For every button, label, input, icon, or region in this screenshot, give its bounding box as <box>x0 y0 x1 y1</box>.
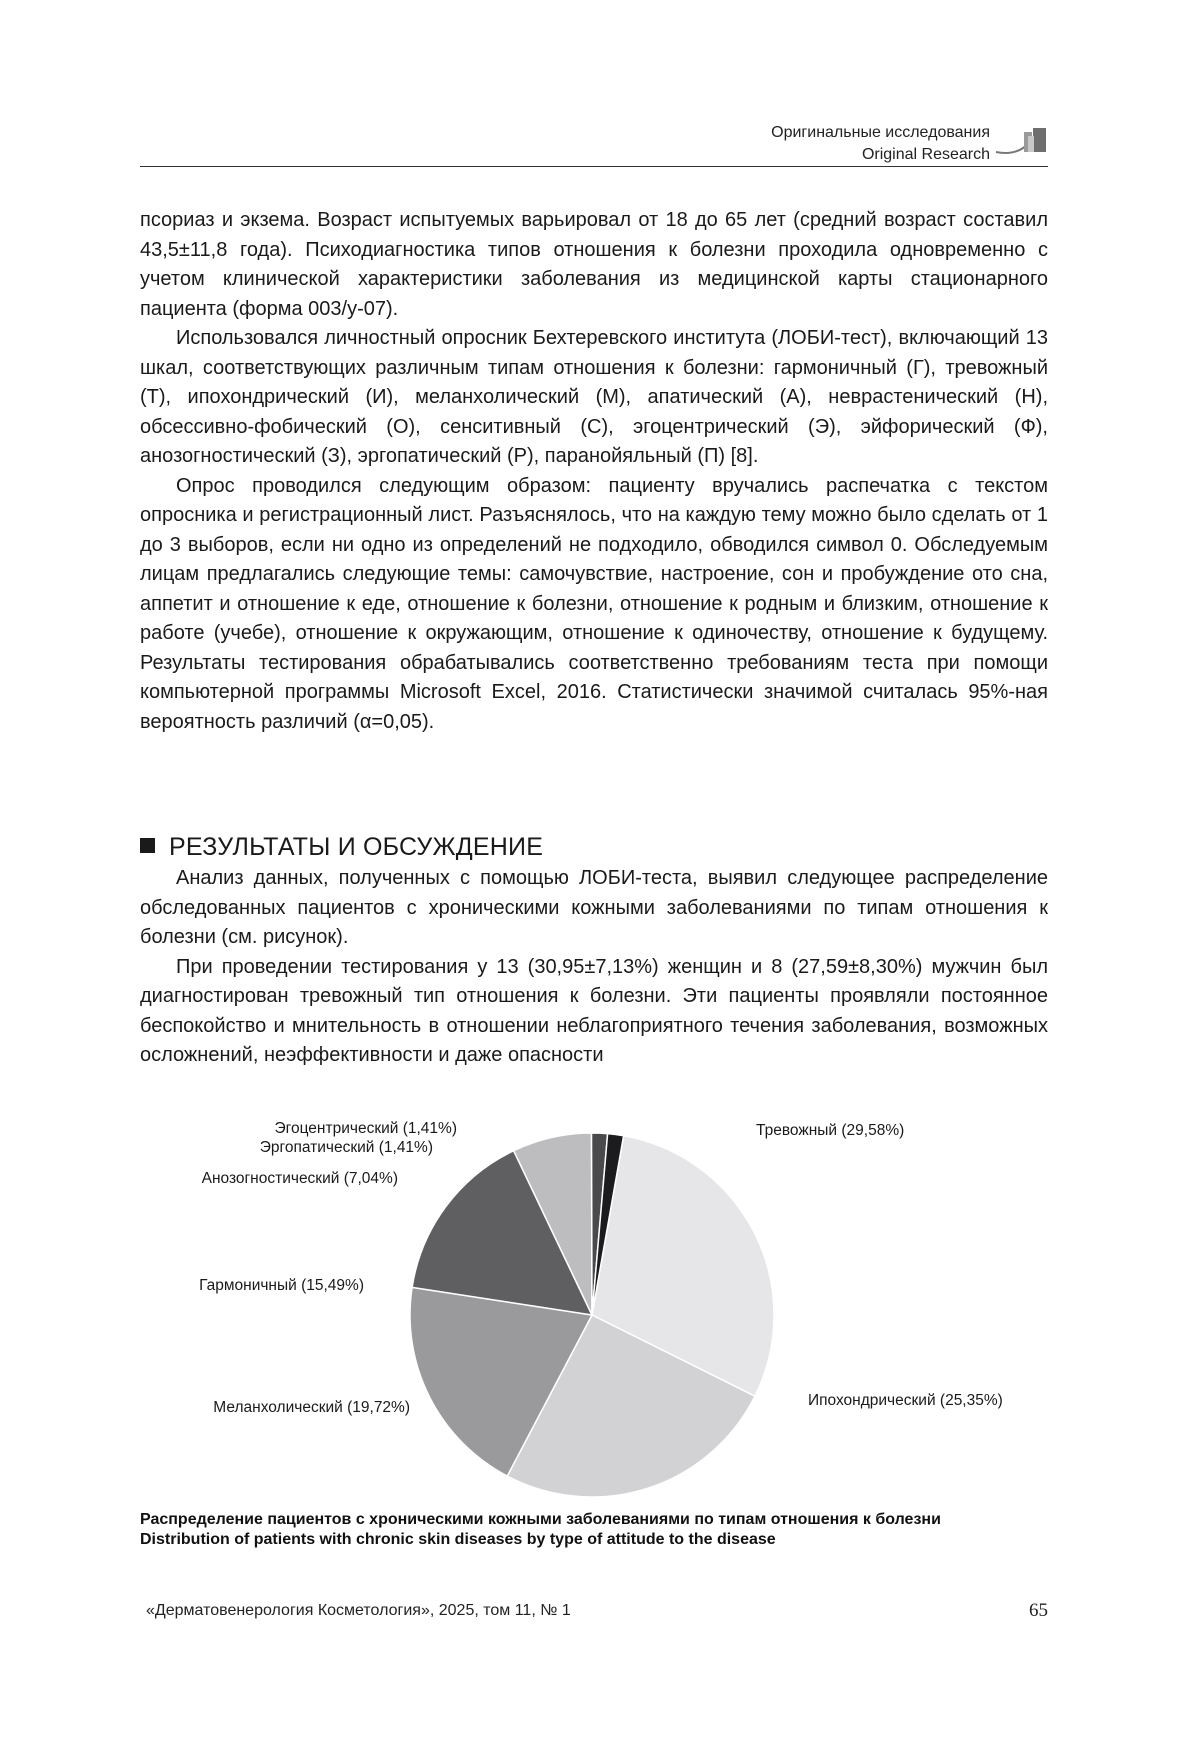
page-number: 65 <box>1029 1600 1048 1621</box>
paragraph-1: псориаз и экзема. Возраст испытуемых варьировал от 18 до 65 лет (средний возраст составил 43,5±11,8 года). Психодиагностика типов отношения к болезни проходила одновременно с учетом клинической характеристики заболевания из медицинской карты стационарного пациента (форма 003/у-07). <box>140 209 1048 320</box>
header-rule <box>140 166 1048 167</box>
running-header <box>140 118 1048 168</box>
journal-citation: «Дерматовенерология Косметология», 2025, том 11, № 1 <box>146 1602 571 1619</box>
section-title-en: Original Research <box>861 146 990 163</box>
results-paragraph-2: При проведении тестирования у 13 (30,95±7,13%) женщин и 8 (27,59±8,30%) мужчин был диагностирован тревожный тип отношения к болезни. Эти пациенты проявляли постоянное беспокойство и мнительность в отношении неблагоприятного течения заболевания, возможных осложнений, неэффективности и даже опасности <box>140 955 1048 1066</box>
caption-ru: Распределение пациентов с хроническими кожными заболеваниями по типам отношения к болезни <box>140 1511 941 1528</box>
body-text <box>140 206 1048 737</box>
pie-label-гармоничный: Гармоничный (15,49%) <box>199 1277 364 1294</box>
paragraph-3: Опрос проводился следующим образом: пациенту вручались распечатка с текстом опросника и регистрационный лист. Разъяснялось, что на каждую тему можно было сделать от 1 до 3 выборов, если ни одно из определений не подходило, обводился символ 0. Обследуемым лицам предлагались следующие темы: самочувствие, настроение, сон и пробуждение ото сна, аппетит и отношение к еде, отношение к болезни, отношение к родным и близким, отношение к работе (учебе), отношение к окружающим, отношение к одиночеству, отношение к будущему. Результаты тестирования обрабатывались соответственно требованиям теста при помощи компьютерной программы Microsoft Excel, 2016. Статистически значимой считалась 95%-ная вероятность различий (α=0,05). <box>140 474 1048 733</box>
page-footer <box>140 1602 1048 1626</box>
pie-label-эгоцентрический: Эгоцентрический (1,41%) <box>274 1120 457 1137</box>
caption-en: Distribution of patients with chronic skin diseases by type of attitude to the disease <box>140 1531 776 1548</box>
pie-label-ипохондрический: Ипохондрический (25,35%) <box>808 1392 1003 1409</box>
figure-caption <box>140 1510 1048 1550</box>
section-title-ru: Оригинальные исследования <box>771 124 990 141</box>
pie-label-тревожный: Тревожный (29,58%) <box>756 1122 905 1139</box>
section-titles <box>771 122 990 166</box>
square-bullet-icon <box>140 838 155 853</box>
pie-chart <box>140 1100 1048 1500</box>
pie-label-эргопатический: Эргопатический (1,41%) <box>259 1139 433 1156</box>
results-text <box>140 864 1048 1071</box>
section-heading <box>140 832 1048 862</box>
pie-figure <box>140 1100 1048 1500</box>
pie-label-меланхолический: Меланхолический (19,72%) <box>213 1399 410 1416</box>
paragraph-2: Использовался личностный опросник Бехтеревского института (ЛОБИ-тест), включающий 13 шкал, соответствующих различным типам отношения к болезни: гармоничный (Г), тревожный (Т), ипохондрический (И), меланхолический (М), апатический (А), неврастенический (Н), обсессивно-фобический (О), сенситивный (С), эгоцентрический (Э), эйфорический (Ф), анозогностический (З), эргопатический (Р), паранойяльный (П) [8]. <box>140 327 1048 467</box>
pie-label-анозогностический: Анозогностический (7,04%) <box>201 1170 398 1187</box>
results-paragraph-1: Анализ данных, полученных с помощью ЛОБИ-теста, выявил следующее распределение обследованных пациентов с хроническими кожными заболеваниями по типам отношения к болезни (см. рисунок). <box>140 867 1048 948</box>
journal-logo-icon <box>994 126 1048 156</box>
section-heading-text: РЕЗУЛЬТАТЫ И ОБСУЖДЕНИЕ <box>169 833 544 861</box>
